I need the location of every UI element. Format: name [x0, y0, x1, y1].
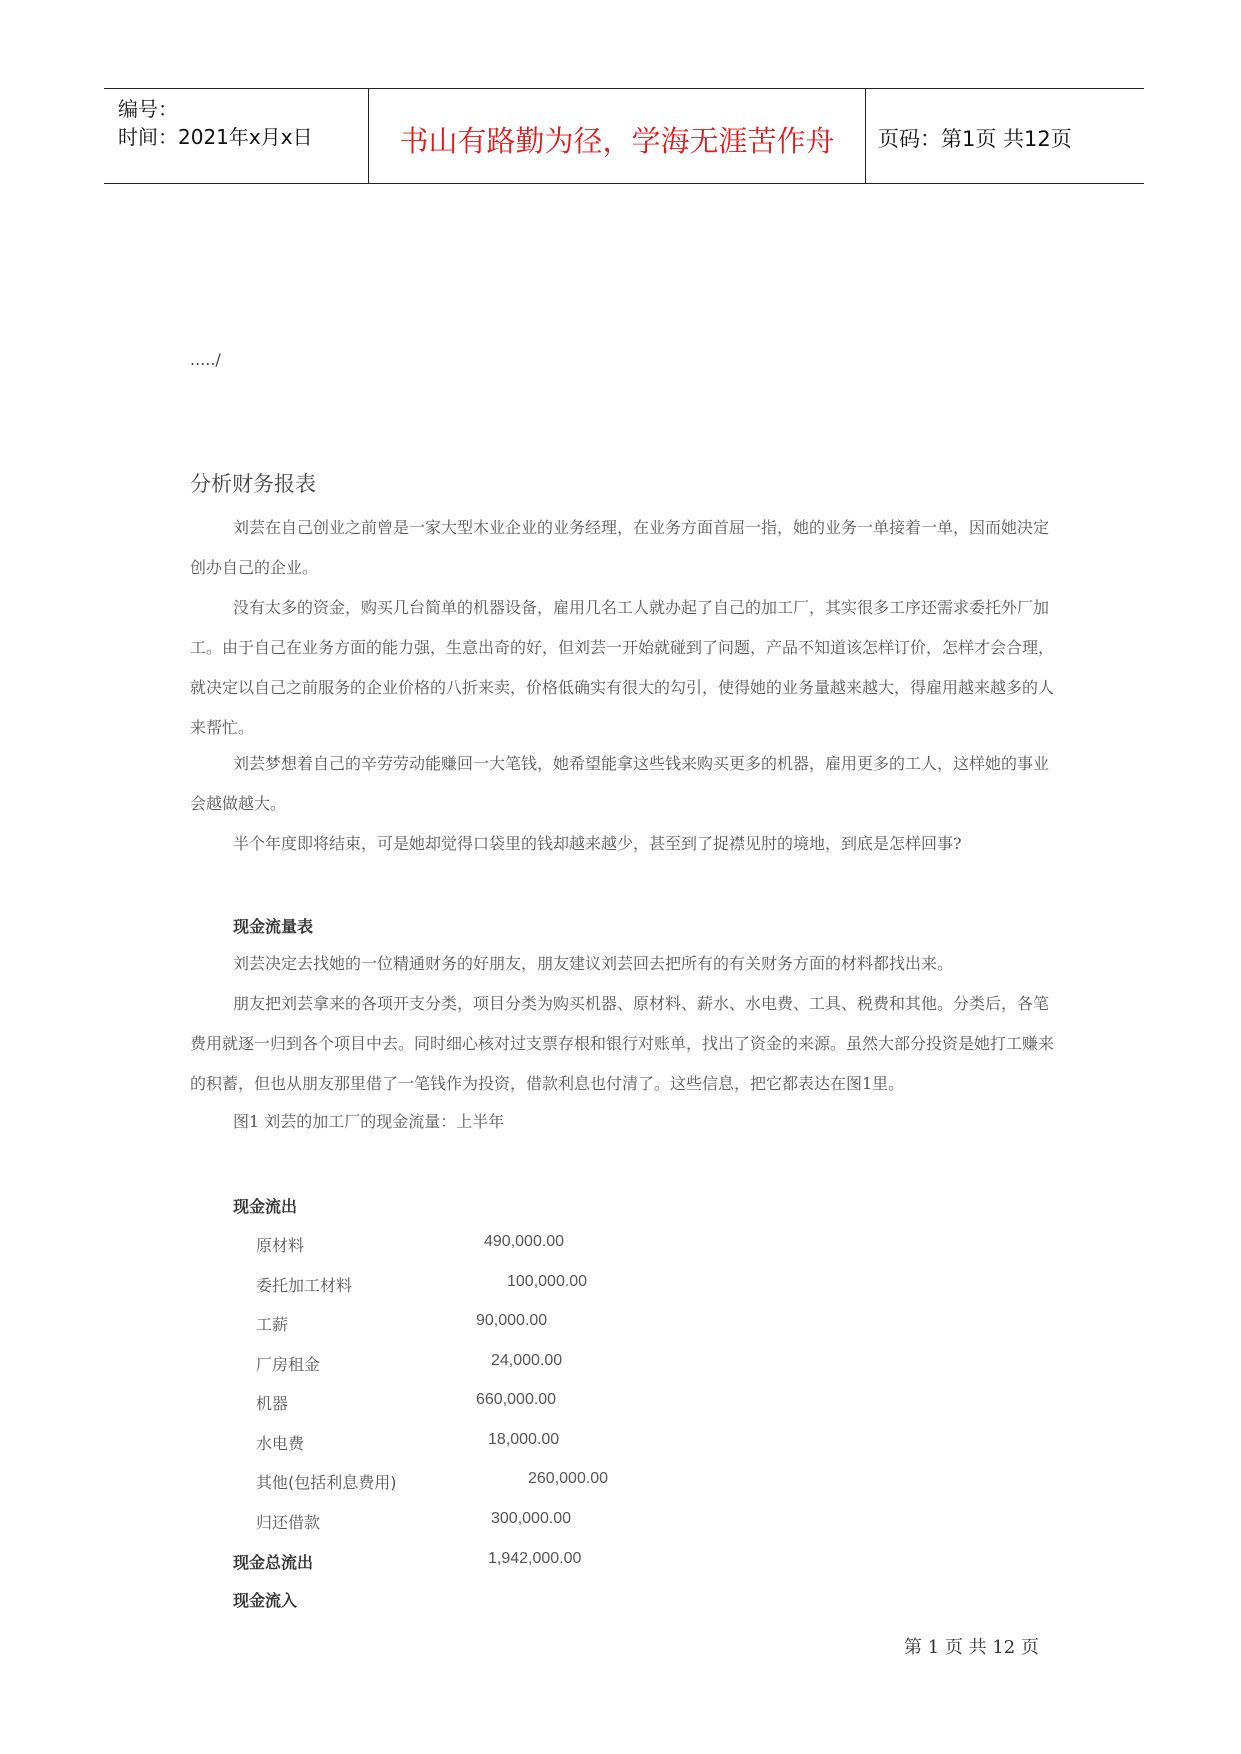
cashflow-item-label: 归还借款: [256, 1513, 321, 1532]
cashflow-item-amount: 18,000.00: [488, 1431, 560, 1448]
paragraph: 刘芸决定去找她的一位精通财务的好朋友，朋友建议刘芸回去把所有的有关财务方面的材料都找出来。: [233, 954, 954, 973]
cashflow-item-amount: 24,000.00: [491, 1352, 563, 1369]
paragraph: 没有太多的资金，购买几台简单的机器设备，雇用几名工人就办起了自己的加工厂，其实很多工序还需求委托外厂加工。由于自己在业务方面的能力强，生意出奇的好，但刘芸一开始就碰到了问题，产品不知道该怎样订价，怎样才会合理，就决定以自己之前服务的企业价格的八折来卖，价格低确实有很大的勾引，使得她的业务量越来越大，得雇用越来越多的人来帮忙。: [190, 598, 1055, 737]
cash-inflow-heading: 现金流入: [233, 1591, 298, 1610]
cash-outflow-total-amount: 1,942,000.00: [488, 1550, 582, 1567]
cashflow-item-label: 机器: [256, 1394, 289, 1413]
page-header: [104, 88, 1144, 184]
ellipsis-mark: ...../: [190, 350, 221, 369]
header-motto: 书山有路勤为径，学海无涯苦作舟: [399, 124, 835, 158]
paragraph: 朋友把刘芸拿来的各项开支分类，项目分类为购买机器、原材料、薪水、水电费、工具、税费和其他。分类后，各笔费用就逐一归到各个项目中去。同时细心核对过支票存根和银行对账单，找出了资金的来源。虽然大部分投资是她打工赚来的积蓄，但也从朋友那里借了一笔钱作为投资，借款利息也付清了。这些信息，把它都表达在图1里。: [190, 994, 1055, 1093]
cashflow-item-label: 其他(包括利息费用): [256, 1473, 397, 1492]
cash-outflow-total-label: 现金总流出: [233, 1553, 314, 1572]
cashflow-item-label: 委托加工材料: [256, 1276, 353, 1295]
figure-caption: 图1 刘芸的加工厂的现金流量：上半年: [233, 1112, 505, 1131]
cashflow-item-amount: 260,000.00: [528, 1470, 609, 1487]
paragraph: 刘芸在自己创业之前曾是一家大型木业企业的业务经理，在业务方面首屈一指，她的业务一单接着一单，因而她决定创办自己的企业。: [190, 518, 1050, 577]
cashflow-item-amount: 90,000.00: [476, 1312, 548, 1329]
cashflow-item-label: 厂房租金: [256, 1355, 321, 1374]
header-info-cell: [104, 89, 369, 183]
cashflow-item-label: 水电费: [256, 1434, 305, 1453]
cash-outflow-heading: 现金流出: [233, 1197, 298, 1216]
cashflow-item-amount: 300,000.00: [491, 1510, 572, 1527]
cashflow-item-label: 工薪: [256, 1315, 289, 1334]
cashflow-item-label: 原材料: [256, 1236, 305, 1255]
document-number-label: 编号：: [118, 97, 178, 121]
paragraph: 刘芸梦想着自己的辛劳劳动能赚回一大笔钱，她希望能拿这些钱来购买更多的机器，雇用更多的工人，这样她的事业会越做越大。: [190, 754, 1050, 813]
paragraph: 半个年度即将结束，可是她却觉得口袋里的钱却越来越少，甚至到了捉襟见肘的境地，到底是怎样回事?: [233, 834, 962, 853]
cashflow-item-amount: 100,000.00: [507, 1273, 588, 1290]
cashflow-item-amount: 660,000.00: [476, 1391, 557, 1408]
page-footer: 第 1 页 共 12 页: [904, 1637, 1039, 1658]
cashflow-item-amount: 490,000.00: [484, 1233, 565, 1250]
document-title: 分析财务报表: [190, 472, 316, 496]
header-page-info: 页码：第1页 共12页: [878, 127, 1072, 151]
document-date-label: 时间：2021年x月x日: [118, 125, 313, 149]
header-page-cell: [866, 89, 1144, 183]
section-title: 现金流量表: [233, 917, 314, 936]
header-motto-cell: [369, 89, 866, 183]
